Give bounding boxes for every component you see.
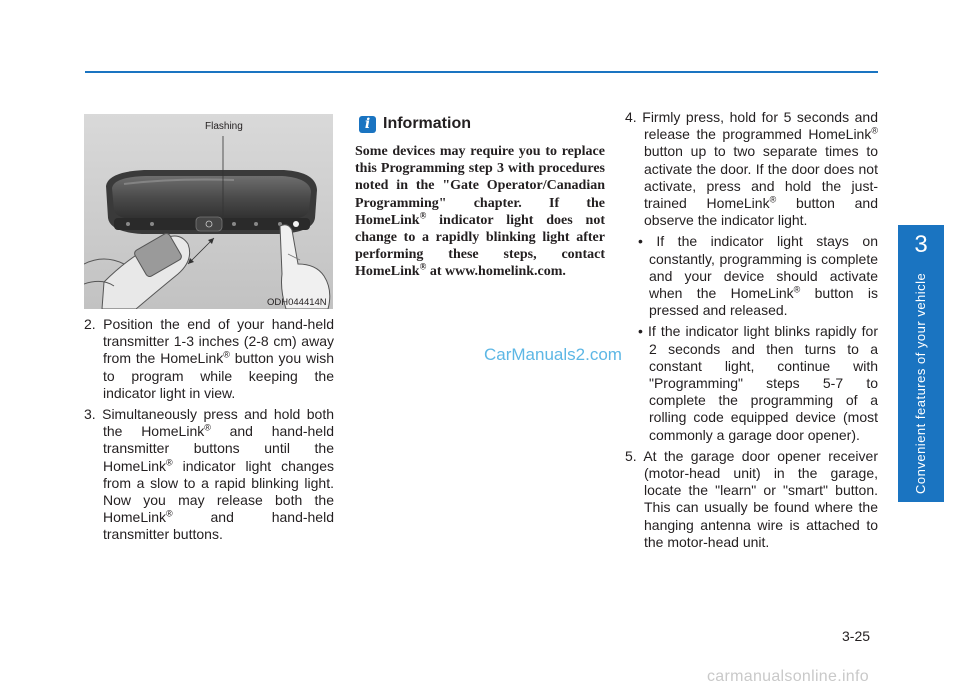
figure-callout-label: Flashing bbox=[205, 121, 243, 132]
footer-watermark: carmanualsonline.info bbox=[707, 668, 869, 685]
chapter-title: Convenient features of your vehicle bbox=[913, 272, 928, 494]
info-icon: i bbox=[359, 116, 376, 133]
step-4-bullet-2: • If the indicator light blinks rapidly for 2 seconds and then turns to a constant light, continue with "Programming" steps 5-7 to complete the programming of a rolling code equipped device (most commonly a garage door opener). bbox=[638, 323, 878, 443]
step-3: 3. Simultaneously press and hold both the HomeLink® and hand-held transmitter buttons until the HomeLink® indicator light changes from a slow to a rapid blinking light. Now you may release both the HomeLink® and hand-held transmitter buttons. bbox=[84, 406, 335, 543]
chapter-number: 3 bbox=[914, 231, 928, 258]
information-title: Information bbox=[383, 115, 471, 132]
step-5: 5. At the garage door opener receiver (motor-head unit) in the garage, locate the "learn" or "smart" button. This can usually be found where the hanging antenna wire is attached to the motor-head unit. bbox=[625, 447, 878, 550]
page-number: 3-25 bbox=[842, 628, 871, 644]
figure-code: ODH044414N bbox=[267, 297, 327, 308]
homelink-figure bbox=[84, 114, 333, 309]
right-column bbox=[625, 109, 878, 551]
step-4-bullet-1: • If the indicator light stays on constantly, programming is complete and your device should activate when the HomeLink® button is pressed and released. bbox=[638, 233, 878, 319]
step-4: 4. Firmly press, hold for 5 seconds and release the programmed HomeLink® button up to two separate times to activate the door. If the door does not activate, press and hold the just-trained HomeLink® button and observe the indicator light. bbox=[625, 109, 879, 229]
information-body: Some devices may require you to replace this Programming step 3 with procedures noted in the "Gate Operator/Canadian Programming" chapter. If the HomeLink® indicator light does not change to a rapidly blinking light after performing these steps, contact HomeLink® at www.homelink.com. bbox=[355, 144, 605, 280]
watermark: CarManuals2.com bbox=[484, 345, 622, 364]
step-2: 2. Position the end of your hand-held transmitter 1-3 inches (2-8 cm) away from the HomeLink® button you wish to program while keeping the indicator light in view. bbox=[84, 316, 335, 401]
left-column bbox=[84, 316, 334, 544]
mirror-illustration bbox=[84, 114, 333, 309]
chapter-tab bbox=[898, 225, 944, 502]
header-rule bbox=[85, 71, 878, 73]
